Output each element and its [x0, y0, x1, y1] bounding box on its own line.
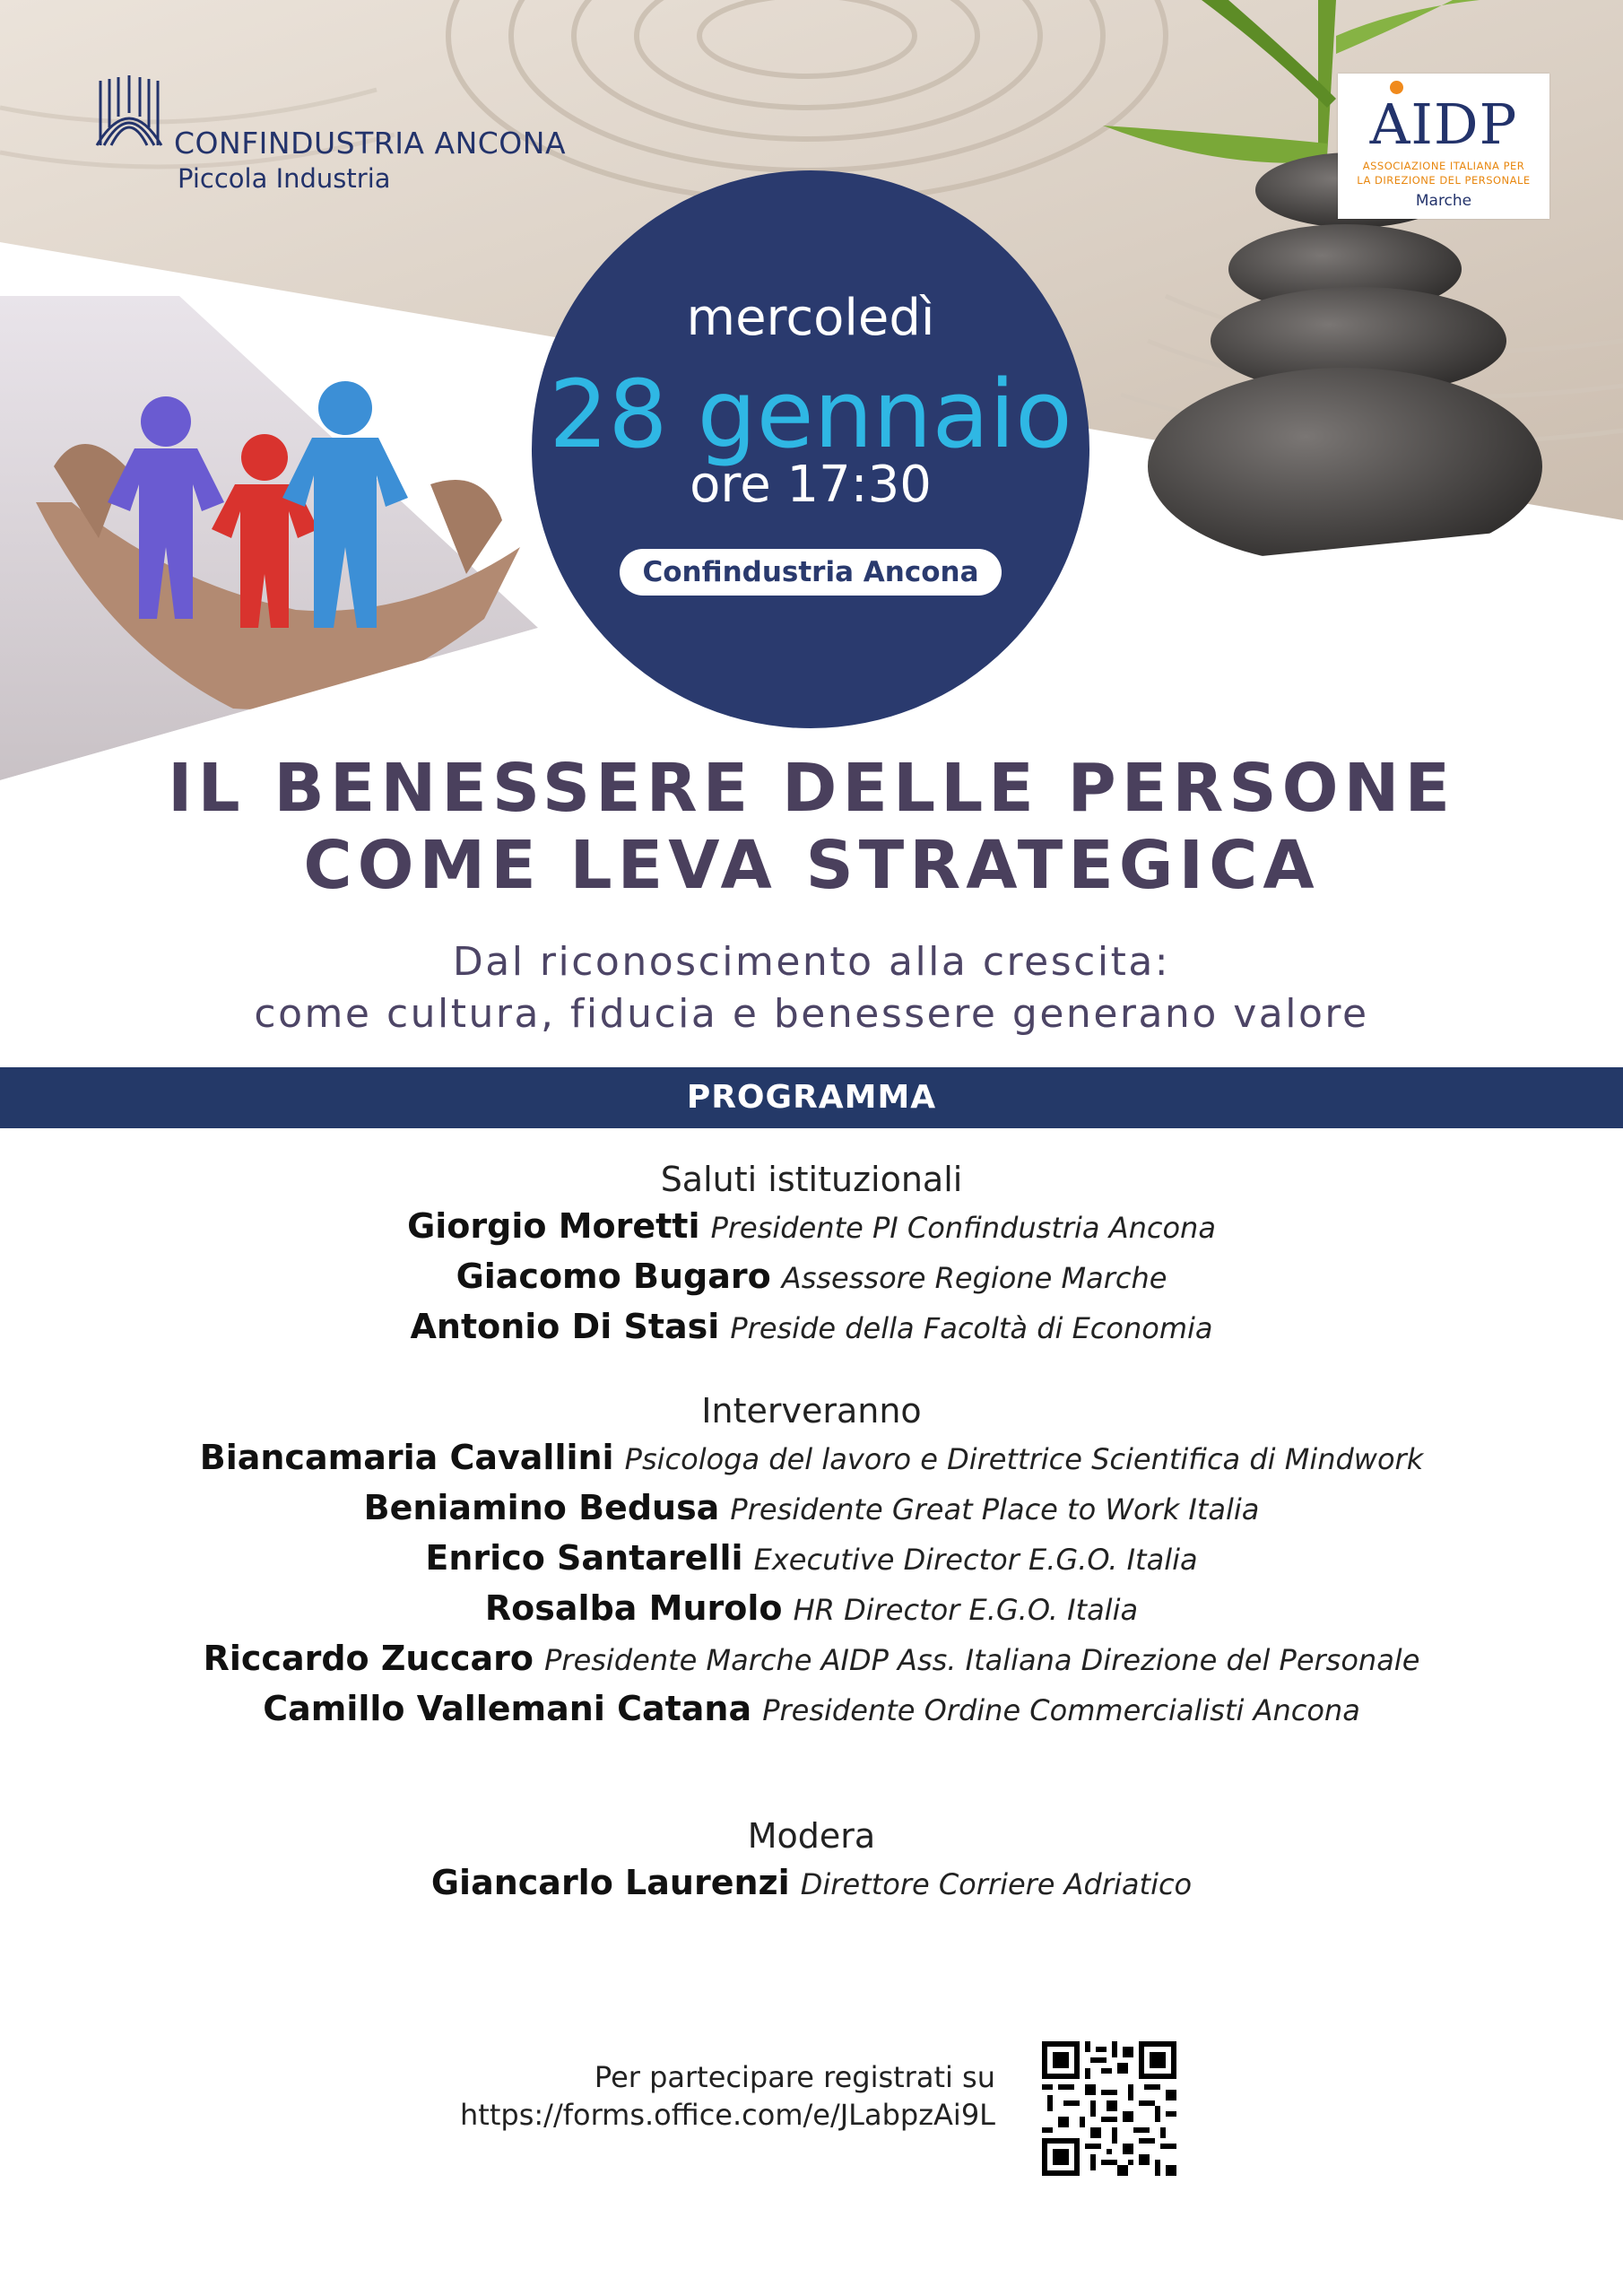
moderator-name: Giancarlo Laurenzi [430, 1863, 790, 1902]
moderator-heading: Modera [747, 1816, 876, 1856]
speaker-name: Camillo Vallemani Catana [263, 1689, 752, 1728]
speaker-role: Psicologa del lavoro e Direttrice Scientifica di Mindwork [624, 1442, 1424, 1476]
aidp-region: Marche [1415, 192, 1472, 210]
aidp-logo [1338, 74, 1549, 219]
speaker-role: Presidente Marche AIDP Ass. Italiana Direzione del Personale [544, 1643, 1420, 1677]
confindustria-emblem-icon [88, 74, 170, 156]
program-banner [0, 1067, 1623, 1128]
program-row [0, 1634, 1623, 1684]
speaker-name: Giorgio Moretti [407, 1206, 700, 1246]
aidp-tagline-1: ASSOCIAZIONE ITALIANA PER [1362, 160, 1525, 172]
speakers-heading: Interveranno [701, 1391, 922, 1431]
speaker-role: Presidente PI Confindustria Ancona [710, 1211, 1216, 1245]
speaker-role: Presidente Great Place to Work Italia [730, 1492, 1260, 1526]
event-date: 28 gennaio [549, 360, 1072, 469]
speaker-role: Assessore Regione Marche [781, 1261, 1167, 1295]
program-row [0, 1202, 1623, 1252]
speaker-role: Presidente Ordine Commercialisti Ancona [762, 1693, 1360, 1727]
aidp-tagline-2: LA DIREZIONE DEL PERSONALE [1357, 174, 1531, 187]
registration-info [278, 2058, 995, 2134]
event-subtitle [0, 936, 1623, 1040]
program-label: PROGRAMMA [686, 1079, 937, 1116]
spacer [0, 1352, 1623, 1388]
moderator-role: Direttore Corriere Adriatico [800, 1867, 1193, 1901]
qr-code-icon[interactable] [1042, 2041, 1176, 2176]
speaker-role: Executive Director E.G.O. Italia [753, 1543, 1198, 1577]
program-row [0, 1252, 1623, 1302]
greetings-heading: Saluti istituzionali [660, 1160, 963, 1199]
event-day: mercoledì [686, 289, 935, 347]
title-line-1: IL BENESSERE DELLE PERSONE [167, 750, 1456, 827]
speaker-role: HR Director E.G.O. Italia [793, 1593, 1139, 1627]
event-time: ore 17:30 [690, 456, 932, 514]
speaker-name: Rosalba Murolo [484, 1588, 783, 1628]
speaker-role: Preside della Facoltà di Economia [730, 1311, 1213, 1345]
program-row [0, 1584, 1623, 1634]
speaker-name: Biancamaria Cavallini [199, 1438, 614, 1477]
title-line-2: COME LEVA STRATEGICA [303, 827, 1320, 904]
spacer [0, 1735, 1623, 1813]
program-row [0, 1684, 1623, 1735]
event-date-circle [532, 170, 1089, 728]
speaker-name: Enrico Santarelli [425, 1538, 743, 1578]
program-row [0, 1858, 1623, 1909]
program-row [0, 1302, 1623, 1352]
confindustria-subtitle: Piccola Industria [178, 163, 391, 194]
speaker-name: Beniamino Bedusa [363, 1488, 720, 1527]
aidp-title: AIDP [1369, 91, 1518, 157]
program-row [0, 1534, 1623, 1584]
subtitle-line-1: Dal riconoscimento alla crescita: [452, 939, 1171, 985]
registration-text: Per partecipare registrati su [594, 2060, 995, 2094]
confindustria-name: CONFINDUSTRIA ANCONA [174, 126, 567, 161]
speaker-name: Riccardo Zuccaro [203, 1639, 534, 1678]
program-row [0, 1483, 1623, 1534]
confindustria-logo [88, 74, 567, 199]
event-title [0, 750, 1623, 904]
speaker-name: Antonio Di Stasi [410, 1307, 720, 1346]
registration-link[interactable]: https://forms.office.com/e/JLabpzAi9L [460, 2098, 995, 2132]
program-list [0, 1157, 1623, 1909]
event-venue-badge: Confindustria Ancona [620, 549, 1002, 596]
speaker-name: Giacomo Bugaro [456, 1257, 771, 1296]
program-row [0, 1433, 1623, 1483]
subtitle-line-2: come cultura, fiducia e benessere generano valore [254, 991, 1369, 1037]
